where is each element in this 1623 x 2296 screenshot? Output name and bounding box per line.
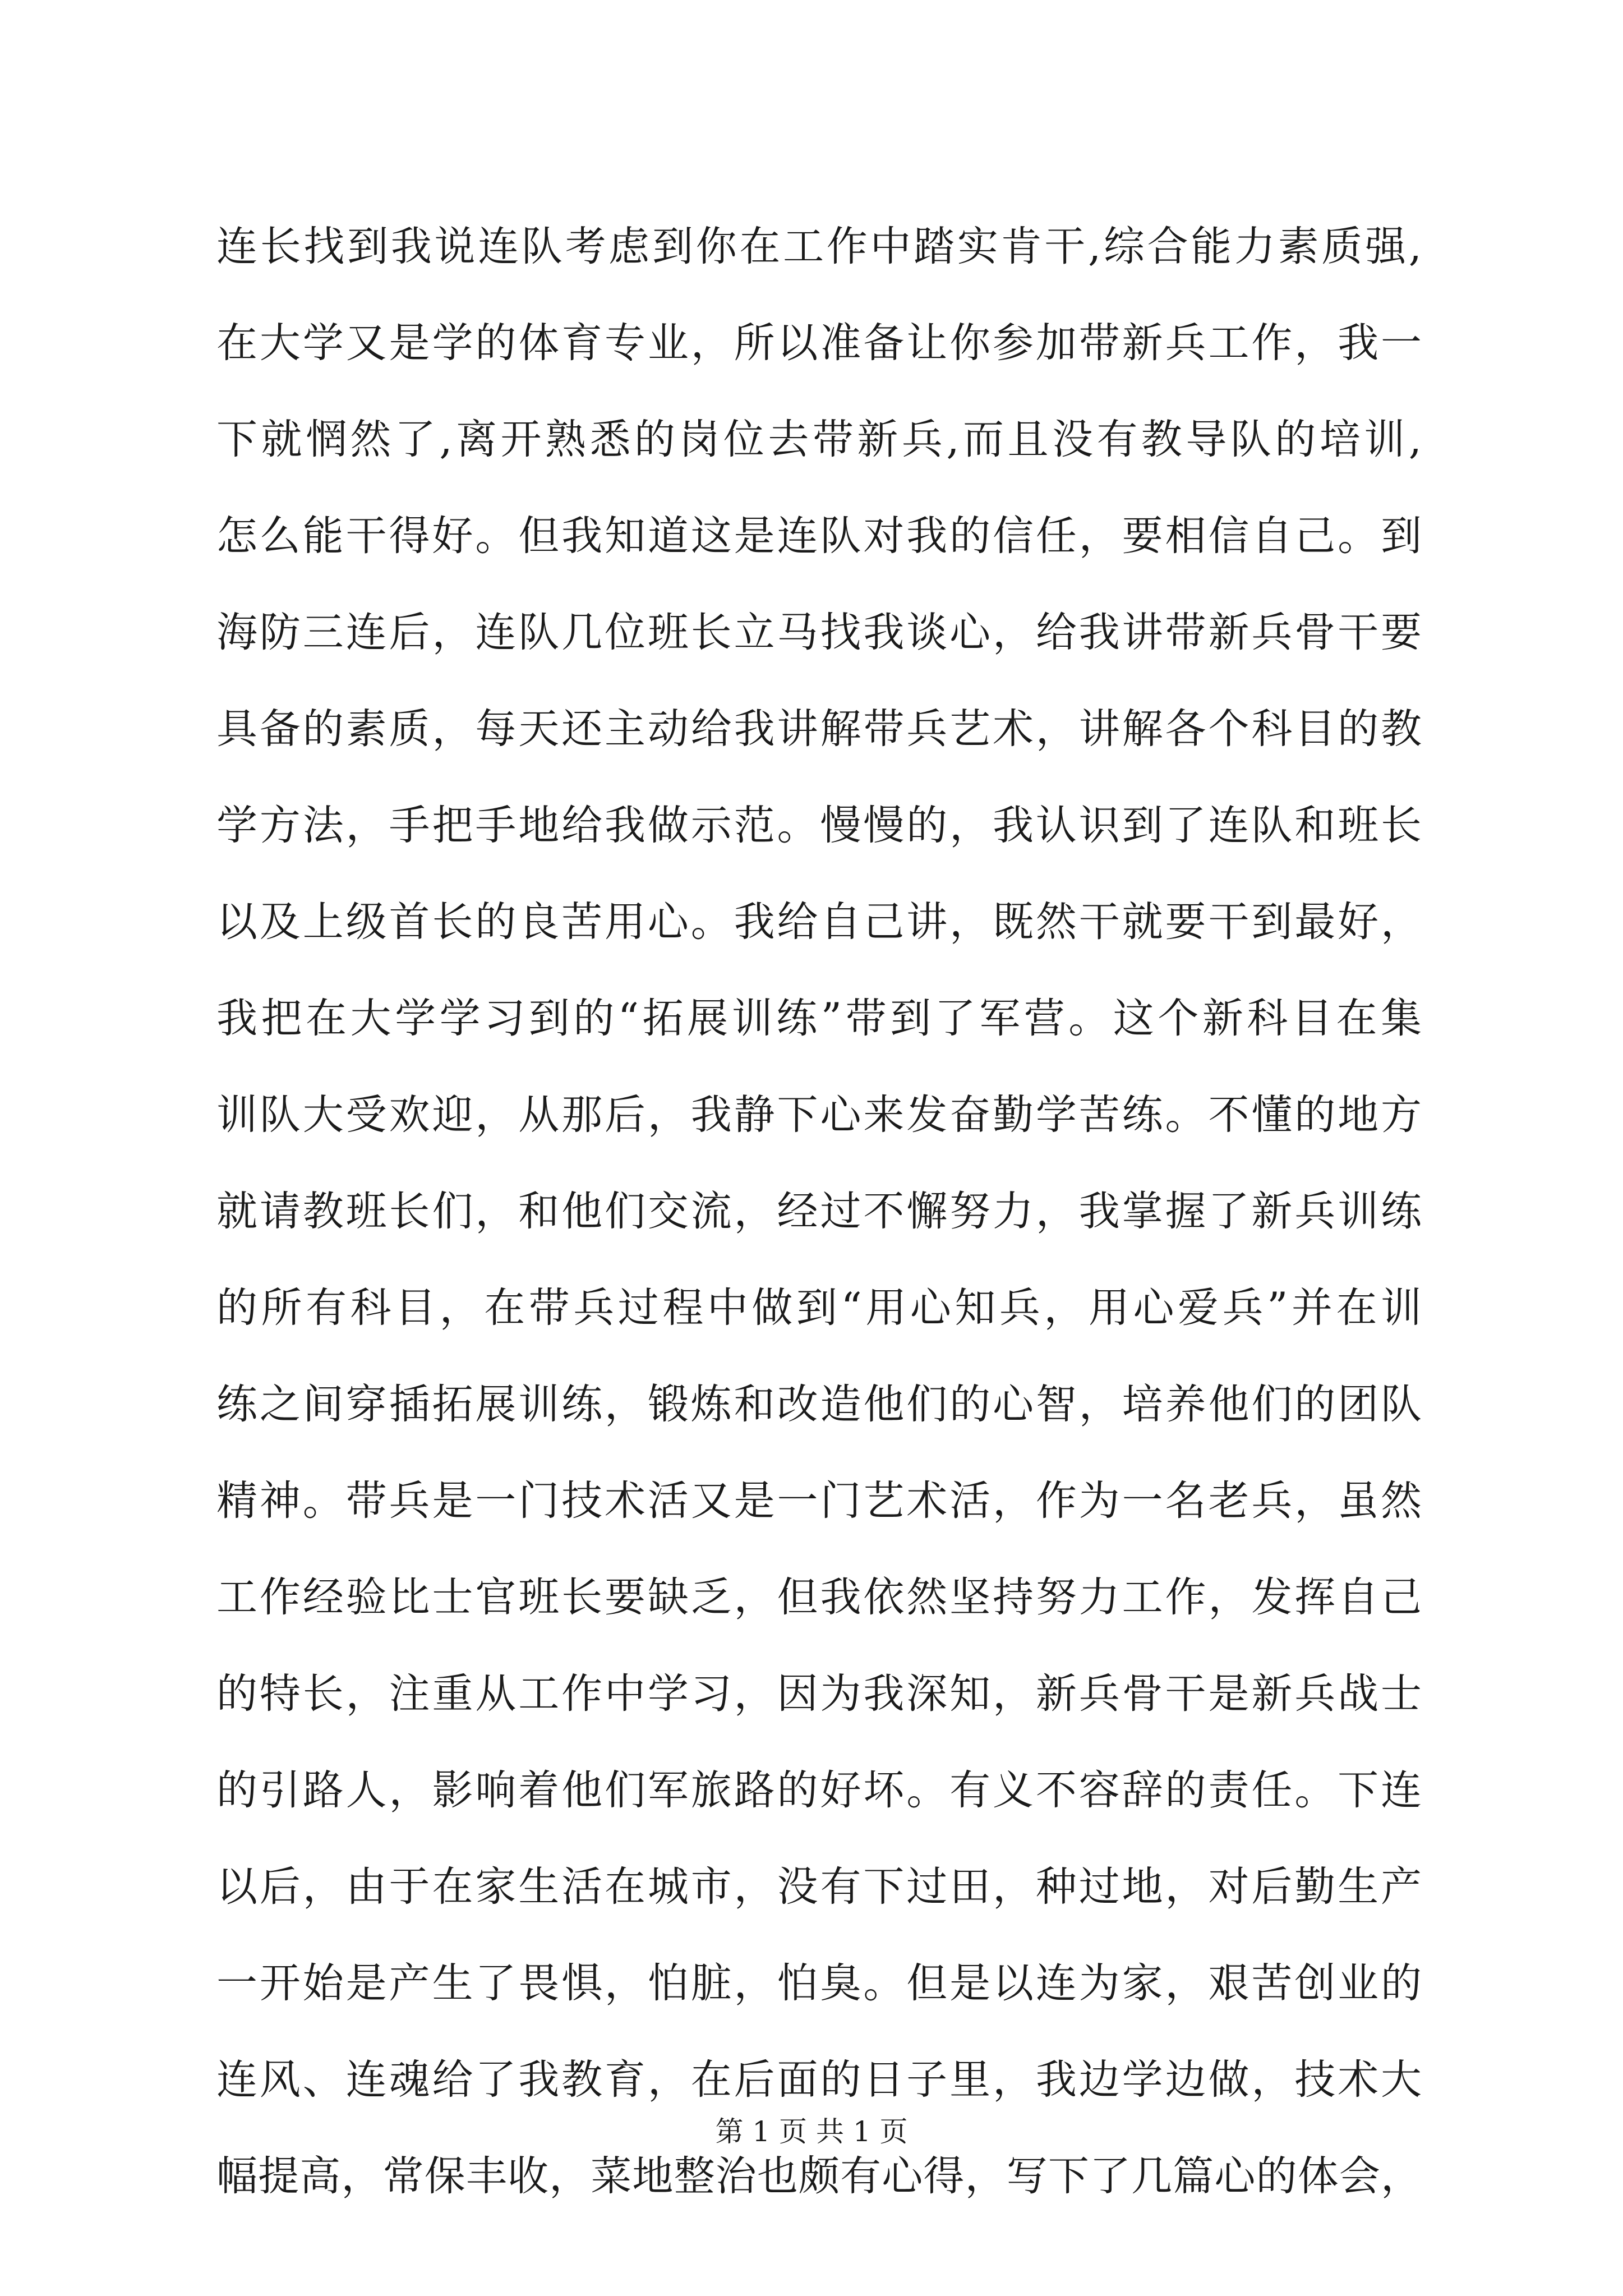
text-line: 下就惘然了,离开熟悉的岗位去带新兵,而且没有教导队的培训, <box>216 416 1422 463</box>
text-line: 以后，由于在家生活在城市，没有下过田，种过地，对后勤生产 <box>216 1863 1422 1911</box>
text-line: 我把在大学学习到的“拓展训练”带到了军营。这个新科目在集 <box>216 995 1422 1042</box>
text-line: 连风、连魂给了我教育，在后面的日子里，我边学边做，技术大 <box>216 2056 1422 2104</box>
text-line: 一开始是产生了畏惧，怕脏，怕臭。但是以连为家，艰苦创业的 <box>216 1959 1422 2007</box>
page-number: 第 1 页 共 1 页 <box>715 2115 908 2148</box>
text-line: 精神。带兵是一门技术活又是一门艺术活，作为一名老兵，虽然 <box>216 1477 1422 1525</box>
text-line: 怎么能干得好。但我知道这是连队对我的信任，要相信自己。到 <box>216 512 1422 560</box>
text-line: 海防三连后，连队几位班长立马找我谈心，给我讲带新兵骨干要 <box>216 609 1422 656</box>
body-paragraph <box>216 222 1422 2248</box>
text-line: 以及上级首长的良苦用心。我给自己讲，既然干就要干到最好， <box>216 898 1422 946</box>
text-line: 在大学又是学的体育专业，所以准备让你参加带新兵工作，我一 <box>216 319 1422 367</box>
text-line: 学方法，手把手地给我做示范。慢慢的，我认识到了连队和班长 <box>216 802 1422 849</box>
text-line: 工作经验比士官班长要缺乏，但我依然坚持努力工作，发挥自己 <box>216 1573 1422 1621</box>
text-line: 练之间穿插拓展训练，锻炼和改造他们的心智，培养他们的团队 <box>216 1381 1422 1428</box>
text-line: 的引路人，影响着他们军旅路的好坏。有义不容辞的责任。下连 <box>216 1766 1422 1814</box>
text-line: 具备的素质，每天还主动给我讲解带兵艺术，讲解各个科目的教 <box>216 705 1422 753</box>
text-line: 就请教班长们，和他们交流，经过不懈努力，我掌握了新兵训练 <box>216 1188 1422 1235</box>
text-line: 训队大受欢迎，从那后，我静下心来发奋勤学苦练。不懂的地方 <box>216 1091 1422 1139</box>
text-line: 幅提高，常保丰收，菜地整治也颇有心得，写下了几篇心的体会， <box>216 2152 1422 2200</box>
page-footer <box>0 2115 1623 2148</box>
text-line: 的特长，注重从工作中学习，因为我深知，新兵骨干是新兵战士 <box>216 1670 1422 1718</box>
text-line: 的所有科目，在带兵过程中做到“用心知兵，用心爱兵”并在训 <box>216 1284 1422 1332</box>
text-line: 连长找到我说连队考虑到你在工作中踏实肯干,综合能力素质强, <box>216 223 1422 270</box>
